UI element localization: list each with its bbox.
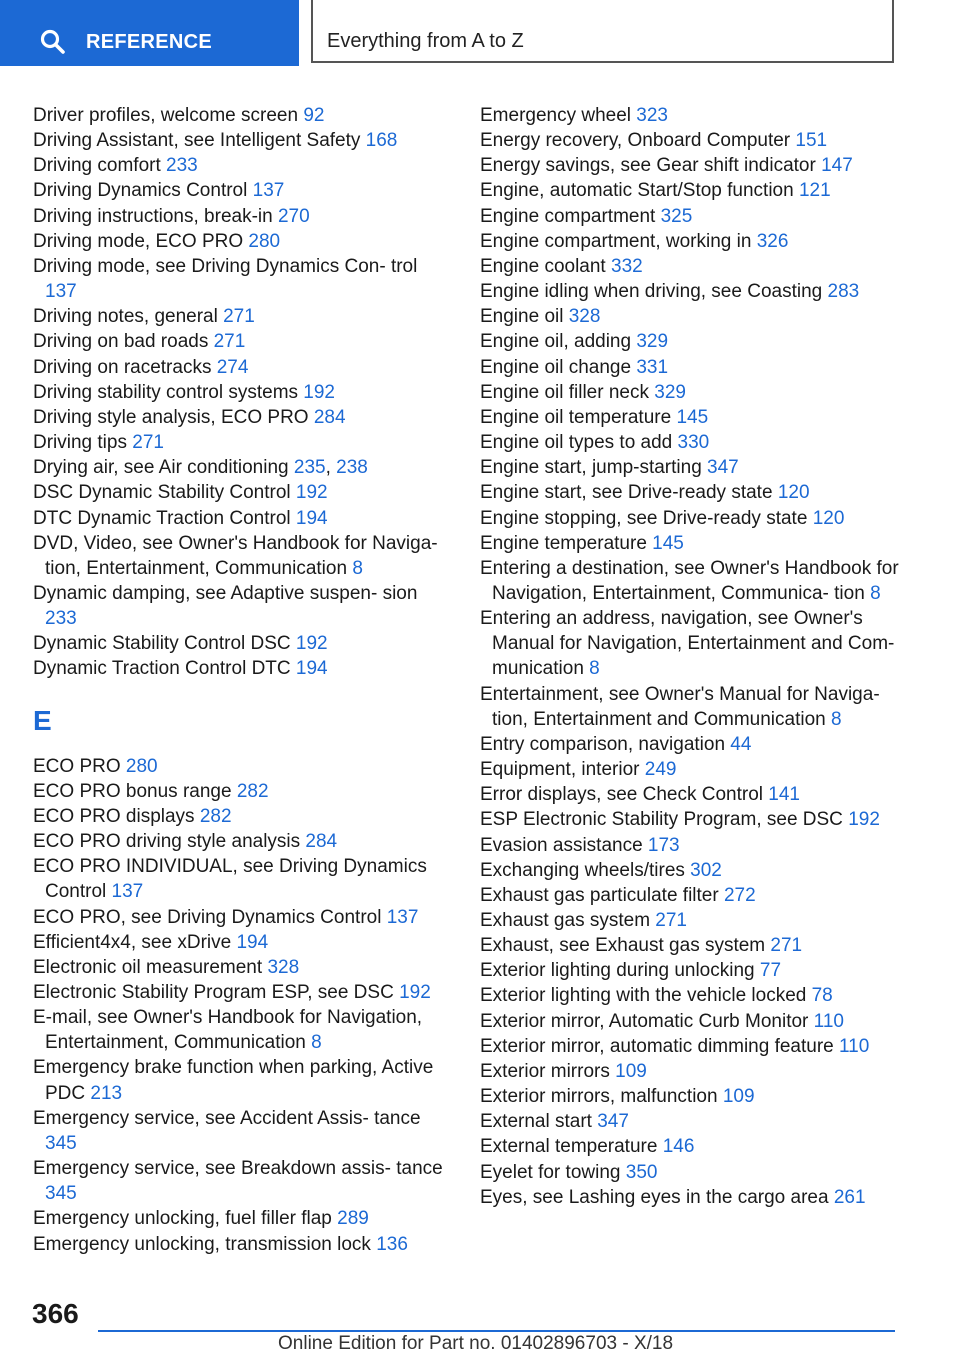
page-reference-link[interactable]: 92 [303, 105, 325, 126]
index-entry [480, 128, 900, 153]
index-term: Drying air, see Air conditioning [33, 457, 294, 479]
index-term: Engine oil temperature [480, 406, 677, 428]
index-entry [480, 1034, 900, 1059]
index-entry [480, 1009, 900, 1034]
page-reference-link[interactable]: 272 [723, 884, 756, 906]
page-reference-link[interactable]: 194 [236, 931, 269, 953]
page-reference-link[interactable]: 8 [311, 1032, 322, 1054]
index-entry [480, 531, 900, 556]
page-reference-link[interactable]: 347 [707, 457, 739, 479]
chapter-title: Everything from A to Z [327, 30, 524, 52]
index-term: Driving tips [33, 432, 133, 454]
page-reference-link[interactable]: 233 [166, 155, 198, 177]
index-entry [33, 631, 443, 656]
index-letter-heading: E [33, 704, 52, 736]
page-reference-link[interactable]: 173 [647, 834, 680, 856]
index-entry [480, 480, 900, 505]
page-reference-link[interactable]: 137 [386, 906, 419, 928]
index-term: Engine start, see Drive-ready state [480, 482, 778, 504]
page-reference-link[interactable]: 326 [756, 230, 789, 252]
index-term: Driving notes, general [33, 306, 224, 328]
index-term: ECO PRO driving style analysis [33, 831, 306, 853]
reference-tab[interactable] [0, 0, 299, 66]
index-entry [480, 1084, 900, 1109]
page-reference-link[interactable]: 235 [293, 457, 326, 479]
index-entry [33, 955, 443, 980]
index-entry [480, 682, 900, 732]
page-reference-link[interactable]: 284 [305, 831, 338, 853]
index-entry [33, 531, 443, 581]
index-term: Driving instructions, break-in [33, 205, 278, 227]
index-term: Driving Assistant, see Intelligent Safety [33, 130, 366, 152]
index-entry [33, 229, 443, 254]
page-reference-link[interactable]: 345 [45, 1132, 77, 1154]
page-reference-link[interactable]: 77 [759, 960, 782, 982]
page-reference-link[interactable]: 233 [45, 608, 77, 630]
index-term: ECO PRO, see Driving Dynamics Control [33, 906, 387, 928]
index-entry [480, 103, 900, 128]
index-term: External temperature [480, 1136, 663, 1158]
index-entry [480, 807, 900, 832]
index-entry [480, 1109, 900, 1134]
index-column-left [33, 103, 443, 1257]
index-term: Driving mode, ECO PRO [33, 230, 249, 252]
page-reference-link[interactable]: 145 [676, 406, 709, 428]
index-entry [33, 930, 443, 955]
index-term: Engine coolant [480, 255, 611, 277]
page-reference-link[interactable]: 249 [644, 759, 677, 781]
page-reference-link[interactable]: 192 [303, 381, 335, 403]
index-entry [33, 103, 443, 128]
page-reference-link[interactable]: 329 [654, 381, 686, 403]
index-term: Evasion assistance [480, 834, 648, 856]
page-reference-link[interactable]: 328 [267, 956, 300, 978]
index-entry [480, 178, 900, 203]
index-entry [33, 1206, 443, 1231]
index-term: Entry comparison, navigation [480, 733, 731, 755]
index-term: Emergency wheel [480, 105, 637, 126]
index-term: Driving on racetracks [33, 356, 217, 378]
index-entry [33, 178, 443, 203]
index-entry [33, 405, 443, 430]
page-reference-link[interactable]: 137 [45, 281, 77, 303]
search-icon[interactable] [40, 29, 66, 55]
index-entry [33, 355, 443, 380]
index-term: Engine oil [480, 306, 569, 328]
index-term: Emergency unlocking, fuel filler flap [33, 1208, 338, 1230]
page-reference-link[interactable]: 331 [636, 356, 669, 378]
index-term: Engine oil change [480, 356, 637, 378]
index-entry [33, 380, 443, 405]
page-reference-link[interactable]: 121 [798, 180, 831, 202]
page-reference-link[interactable]: 192 [399, 982, 431, 1003]
index-entry [480, 506, 900, 531]
index-entry [480, 455, 900, 480]
index-term: Engine start, jump-starting [480, 457, 708, 479]
index-term: Engine compartment [480, 205, 661, 227]
footer-divider [98, 1330, 895, 1332]
index-term: Driving on bad roads [33, 331, 214, 353]
page-reference-link[interactable]: 151 [795, 130, 828, 152]
page-reference-link[interactable]: 238 [336, 457, 368, 479]
index-term: Exterior lighting during unlocking [480, 960, 760, 982]
index-entry [480, 1059, 900, 1084]
index-entry [33, 754, 443, 779]
index-entry [33, 829, 443, 854]
page-reference-link[interactable]: 8 [589, 658, 600, 680]
page-reference-link[interactable]: 136 [376, 1233, 408, 1255]
page-reference-link[interactable]: 271 [132, 432, 164, 454]
index-term: Driver profiles, welcome screen [33, 105, 304, 126]
page-reference-link[interactable]: 347 [597, 1111, 629, 1133]
index-entry [33, 980, 443, 1005]
index-entry [480, 933, 900, 958]
edition-footer: Online Edition for Part no. 01402896703 - X/18 [278, 1333, 674, 1354]
index-term: Exchanging wheels/tires [480, 859, 691, 881]
index-entry [33, 854, 443, 904]
page-reference-link[interactable]: 192 [295, 633, 328, 655]
index-term: Error displays, see Check Control [480, 784, 769, 806]
index-term: DVD, Video, see Owner's Handbook for Naviga‐ tion, Entertainment, Communication [33, 532, 438, 579]
index-term: Exterior mirror, automatic dimming feature [480, 1035, 840, 1057]
page-reference-link[interactable]: 329 [636, 331, 669, 353]
index-entry [480, 254, 900, 279]
index-term: Engine oil filler neck [480, 381, 655, 403]
page-reference-link[interactable]: 147 [821, 155, 853, 177]
page-reference-link[interactable]: 302 [690, 859, 722, 881]
index-term: Dynamic Stability Control DSC [33, 633, 296, 655]
index-term: Engine stopping, see Drive-ready state [480, 507, 813, 529]
index-term: Efficient4x4, see xDrive [33, 931, 237, 953]
index-entry [33, 506, 443, 531]
page-reference-link[interactable]: 280 [125, 755, 158, 777]
page-reference-link[interactable]: 283 [827, 281, 860, 303]
index-term: Driving style analysis, ECO PRO [33, 406, 314, 428]
index-term: Exterior lighting with the vehicle locked [480, 985, 812, 1007]
page-reference-link[interactable]: 271 [223, 306, 255, 328]
index-term: Equipment, interior [480, 759, 645, 781]
index-entry [33, 128, 443, 153]
index-term: E-mail, see Owner's Handbook for Navigation, Entertainment, Communication [33, 1007, 423, 1054]
page-reference-link[interactable]: 110 [813, 1010, 844, 1032]
index-entry [480, 757, 900, 782]
page-reference-link[interactable]: 345 [45, 1183, 77, 1205]
index-entry [33, 153, 443, 178]
index-term: Driving mode, see Driving Dynamics Con‐ trol [33, 255, 418, 277]
index-term: DTC Dynamic Traction Control [33, 507, 296, 529]
index-entry [33, 656, 443, 681]
index-entry [33, 430, 443, 455]
page-reference-link[interactable]: 192 [295, 482, 328, 504]
page-reference-link[interactable]: 145 [652, 532, 684, 554]
index-term: Energy recovery, Onboard Computer [480, 130, 796, 152]
index-entry [480, 1134, 900, 1159]
index-term: Emergency service, see Breakdown assis‐ tance [33, 1158, 443, 1180]
index-entry [480, 304, 900, 329]
page-reference-link[interactable]: 332 [611, 255, 643, 277]
index-entry [33, 1055, 443, 1105]
page-reference-link[interactable]: 271 [213, 331, 246, 353]
index-term: Dynamic Traction Control DTC [33, 658, 296, 680]
index-term: Eyes, see Lashing eyes in the cargo area [480, 1186, 834, 1208]
index-term: Emergency unlocking, transmission lock [33, 1233, 377, 1255]
index-entry [480, 1160, 900, 1185]
page-reference-link[interactable]: 274 [216, 356, 249, 378]
index-entry [33, 905, 443, 930]
index-entry [33, 304, 443, 329]
page-reference-link[interactable]: 120 [812, 507, 845, 529]
page-reference-link[interactable]: 110 [839, 1035, 870, 1057]
page-reference-link[interactable]: 270 [277, 205, 310, 227]
index-column-right [480, 103, 900, 1210]
index-entry [33, 480, 443, 505]
page-reference-link[interactable]: 120 [777, 482, 810, 504]
index-term: Dynamic damping, see Adaptive suspen‐ sion [33, 582, 418, 604]
page-reference-link[interactable]: 137 [111, 881, 144, 903]
page-header [0, 0, 960, 66]
index-entry [480, 204, 900, 229]
index-entry [480, 858, 900, 883]
index-entry [33, 1106, 443, 1156]
page-reference-link[interactable]: 109 [615, 1060, 647, 1082]
index-term: ECO PRO [33, 755, 126, 777]
index-entry [33, 254, 443, 304]
index-entry [480, 430, 900, 455]
index-term: Engine idling when driving, see Coasting [480, 281, 828, 303]
index-entry [480, 229, 900, 254]
page-reference-link[interactable]: 146 [662, 1136, 695, 1158]
index-term: ESP Electronic Stability Program, see DSC [480, 809, 849, 831]
index-term: Engine, automatic Start/Stop function [480, 180, 799, 202]
page-reference-link[interactable]: 168 [365, 130, 398, 152]
index-entry [33, 1005, 443, 1055]
page-reference-link[interactable]: 192 [848, 809, 880, 831]
index-entry [33, 329, 443, 354]
index-entry [480, 1185, 900, 1210]
index-entry [480, 355, 900, 380]
index-entry [480, 782, 900, 807]
index-term: Engine oil, adding [480, 331, 637, 353]
page-reference-link[interactable]: 284 [313, 406, 346, 428]
index-entry [480, 380, 900, 405]
index-term: ECO PRO INDIVIDUAL, see Driving Dynamics Control [33, 856, 427, 903]
index-term: Exterior mirrors [480, 1060, 616, 1082]
page-reference-link[interactable]: 141 [768, 784, 800, 806]
page-reference-link[interactable]: 280 [248, 230, 281, 252]
index-term: Entertainment, see Owner's Manual for Naviga‐ tion, Entertainment and Communication [480, 683, 880, 730]
page-reference-link[interactable]: 350 [625, 1161, 658, 1183]
page-reference-link[interactable]: 44 [730, 733, 752, 755]
index-term: Engine compartment, working in [480, 230, 757, 252]
index-term: ECO PRO bonus range [33, 780, 237, 802]
page-reference-link[interactable]: 271 [770, 935, 803, 957]
page-reference-link[interactable]: 137 [252, 180, 285, 202]
page-reference-link[interactable]: 325 [660, 205, 693, 227]
page-reference-link[interactable]: 8 [352, 557, 363, 579]
page-reference-link[interactable]: 289 [337, 1208, 369, 1230]
index-term: External start [480, 1111, 598, 1133]
index-entry [480, 883, 900, 908]
index-entry [480, 958, 900, 983]
index-term: Eyelet for towing [480, 1161, 626, 1183]
index-term: Entering a destination, see Owner's Handbook for Navigation, Entertainment, Communica‐ tion [480, 557, 899, 604]
index-term: Engine oil types to add [480, 432, 678, 454]
index-entry [33, 581, 443, 631]
index-term: Driving stability control systems [33, 381, 304, 403]
index-entry [480, 153, 900, 178]
index-term: Emergency service, see Accident Assis‐ tance [33, 1107, 421, 1129]
index-entry [480, 279, 900, 304]
index-entry [480, 908, 900, 933]
page-reference-link[interactable]: 261 [833, 1186, 866, 1208]
page-reference-link[interactable]: 330 [677, 432, 710, 454]
page-reference-link[interactable]: 282 [199, 805, 232, 827]
index-entry [480, 983, 900, 1008]
index-term: DSC Dynamic Stability Control [33, 482, 296, 504]
index-entry [480, 405, 900, 430]
index-entry [33, 1232, 443, 1257]
page-reference-link[interactable]: 194 [295, 658, 328, 680]
index-entry [480, 833, 900, 858]
index-term: Electronic Stability Program ESP, see DSC [33, 982, 400, 1003]
index-term: Exhaust gas particulate filter [480, 884, 724, 906]
index-term: Driving comfort [33, 155, 167, 177]
page-reference-link[interactable]: 78 [811, 985, 833, 1007]
index-entry [480, 329, 900, 354]
page-reference-link[interactable]: 8 [870, 582, 881, 604]
index-term: ECO PRO displays [33, 805, 200, 827]
index-entry [33, 204, 443, 229]
index-entry [33, 804, 443, 829]
page-reference-link[interactable]: 8 [831, 708, 842, 730]
page-reference-link[interactable]: 282 [236, 780, 269, 802]
index-entry [480, 732, 900, 757]
index-term: Emergency brake function when parking, Active PDC [33, 1057, 434, 1104]
index-term: Energy savings, see Gear shift indicator [480, 155, 822, 177]
page-reference-link[interactable]: 213 [90, 1082, 123, 1104]
index-term: Entering an address, navigation, see Owner's Manual for Navigation, Entertainment and Com‐ munication [480, 608, 895, 680]
page-reference-link[interactable]: 271 [655, 910, 687, 931]
page-reference-link[interactable]: 109 [722, 1086, 755, 1108]
index-term: Exterior mirror, Automatic Curb Monitor [480, 1010, 814, 1032]
index-entry [33, 1156, 443, 1206]
index-entry [480, 606, 900, 681]
page-reference-link[interactable]: 194 [295, 507, 328, 529]
index-term: Engine temperature [480, 532, 653, 554]
page-number: 366 [32, 1298, 79, 1329]
section-label: REFERENCE [86, 31, 213, 53]
index-entry [480, 556, 900, 606]
index-entry: Drying air, see Air conditioning 235, 238 [33, 457, 368, 479]
index-entry [33, 779, 443, 804]
index-term: Exhaust, see Exhaust gas system [480, 935, 771, 957]
page-reference-link[interactable]: 323 [636, 105, 668, 126]
index-term: Driving Dynamics Control [33, 180, 253, 202]
index-term: Exhaust gas system [480, 910, 656, 931]
chapter-title-tab [311, 0, 894, 63]
index-term: Exterior mirrors, malfunction [480, 1086, 723, 1108]
index-term: Electronic oil measurement [33, 956, 268, 978]
page-reference-link[interactable]: 328 [568, 306, 601, 328]
